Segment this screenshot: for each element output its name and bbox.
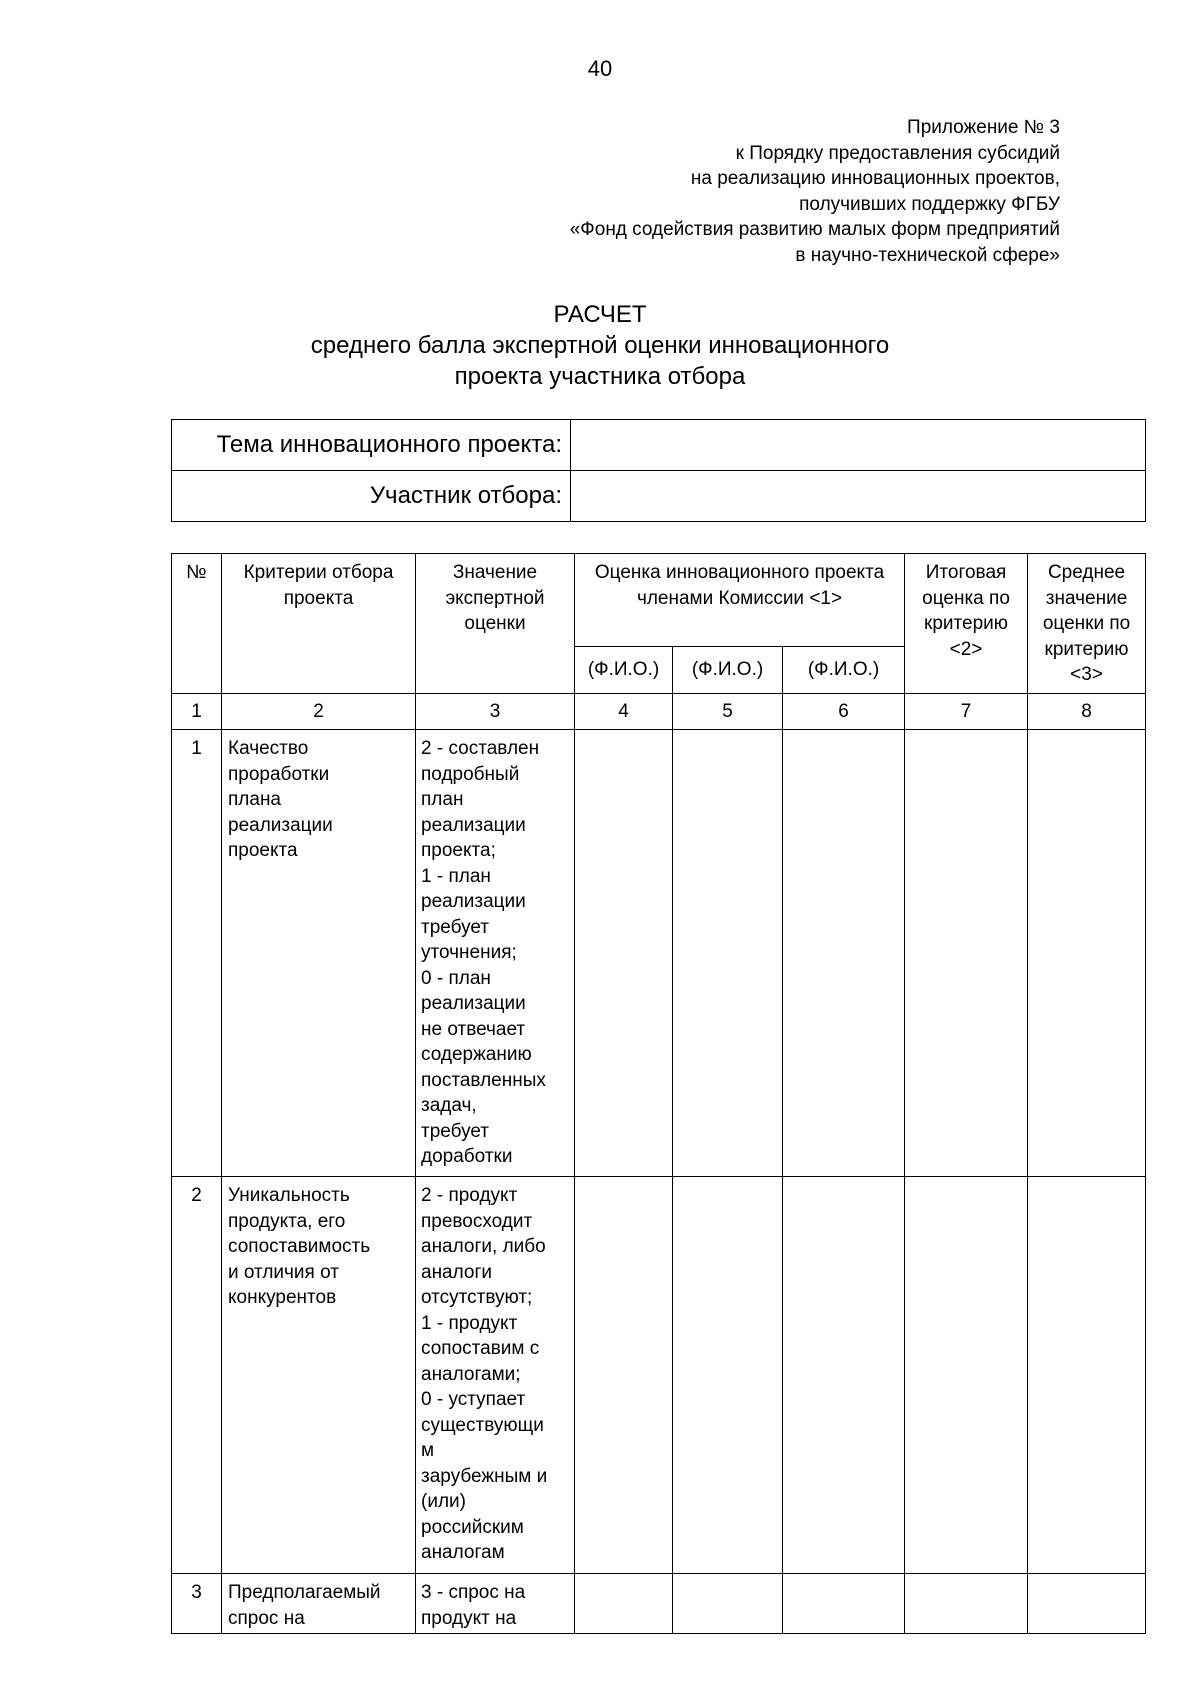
column-number: 1 [172,694,222,730]
score-cell[interactable] [673,730,783,1177]
criteria-rows [172,730,1146,1634]
criterion-line: продукта, его [228,1210,346,1232]
score-cell[interactable] [783,1574,905,1634]
appendix-line: Приложение № 3 [907,117,1060,138]
topic-field[interactable] [571,420,1146,471]
participant-field[interactable] [571,471,1146,522]
score-cell[interactable] [673,1574,783,1634]
value-line: план [421,789,464,810]
header-num: № [172,554,222,694]
value-line: задач, [421,1095,477,1116]
header-value: Значение экспертной оценки [416,554,575,694]
value-line: зарубежным и [421,1465,548,1487]
value-line: сопоставим с [421,1338,540,1359]
column-number: 8 [1028,694,1146,730]
criterion-cell [222,730,416,1177]
value-line: проекта; [421,840,496,861]
criterion-cell [222,1574,416,1634]
appendix-line: на реализацию инновационных проектов, [690,168,1060,189]
value-line: существующи [421,1414,544,1436]
value-cell [416,1177,575,1574]
header-fio-2: (Ф.И.О.) [673,647,783,694]
value-line: реализации [421,814,526,836]
value-line: отсутствуют; [421,1287,533,1308]
value-line: содержанию [421,1044,532,1065]
value-line: не отвечает [421,1018,526,1040]
value-line: 0 - уступает [421,1389,526,1410]
value-line: требует [421,916,490,938]
topic-label: Тема инновационного проекта: [172,420,571,471]
header-total: Итоговая оценка по критерию <2> [905,554,1028,694]
criterion-line: проекта [228,840,298,861]
column-number: 2 [222,694,416,730]
participant-label: Участник отбора: [172,471,571,522]
value-line: российским [421,1516,524,1538]
value-line: 2 - составлен [421,738,540,759]
value-line: аналогами; [421,1363,521,1385]
score-cell[interactable] [905,1574,1028,1634]
score-cell[interactable] [905,1177,1028,1574]
row-number: 3 [172,1574,222,1634]
value-line: м [421,1440,435,1461]
criterion-line: конкурентов [228,1287,337,1308]
column-number: 3 [416,694,575,730]
criteria-row [172,1177,1146,1574]
appendix-line: получивших поддержку ФГБУ [799,193,1060,215]
column-number: 6 [783,694,905,730]
value-line: 2 - продукт [421,1185,518,1206]
value-line: аналогам [421,1542,505,1563]
score-cell[interactable] [575,1574,673,1634]
appendix-reference [570,115,1060,268]
score-cell[interactable] [1028,1177,1146,1574]
criterion-line: сопоставимость [228,1236,371,1257]
value-line: доработки [421,1146,513,1167]
value-line: 1 - план [421,865,491,887]
criteria-row [172,730,1146,1177]
evaluation-table [171,553,1146,1634]
value-line: поставленных [421,1069,546,1091]
header-commission: Оценка инновационного проекта членами Комиссии <1> [575,554,905,647]
header-fio-1: (Ф.И.О.) [575,647,673,694]
project-info-table [171,419,1146,522]
value-line: требует [421,1120,490,1142]
criterion-line: Уникальность [228,1185,350,1206]
criterion-line: реализации [228,814,333,836]
criterion-line: и отличия от [228,1261,339,1283]
value-line: 0 - план [421,967,491,989]
value-line: продукт на [421,1607,517,1629]
appendix-line: «Фонд содействия развитию малых форм предприятий [569,219,1060,240]
value-cell [416,730,575,1177]
header-criteria: Критерии отбора проекта [222,554,416,694]
row-number: 1 [172,730,222,1177]
criterion-cell [222,1177,416,1574]
value-line: уточнения; [421,942,517,963]
criterion-line: плана [228,789,282,810]
title-line: среднего балла экспертной оценки инновационного [310,332,890,359]
column-number: 5 [673,694,783,730]
score-cell[interactable] [1028,1574,1146,1634]
value-line: 3 - спрос на [421,1582,526,1603]
value-line: (или) [421,1491,466,1512]
criterion-line: спрос на [228,1607,305,1629]
score-cell[interactable] [575,1177,673,1574]
value-line: реализации [421,993,526,1014]
value-line: аналоги [421,1261,493,1283]
column-number: 7 [905,694,1028,730]
score-cell[interactable] [783,730,905,1177]
value-line: аналоги, либо [421,1236,546,1257]
row-number: 2 [172,1177,222,1574]
page-number: 40 [587,56,613,81]
appendix-line: в научно-технической сфере» [795,244,1060,266]
title-line: проекта участника отбора [454,363,746,390]
criteria-row [172,1574,1146,1634]
criterion-line: Предполагаемый [228,1582,381,1603]
title-heading: РАСЧЕТ [553,301,647,328]
document-title [0,299,1200,392]
score-cell[interactable] [783,1177,905,1574]
score-cell[interactable] [1028,730,1146,1177]
appendix-line: к Порядку предоставления субсидий [735,142,1060,164]
score-cell[interactable] [673,1177,783,1574]
column-number: 4 [575,694,673,730]
value-line: реализации [421,891,526,912]
header-fio-3: (Ф.И.О.) [783,647,905,694]
header-average: Среднее значение оценки по критерию <3> [1028,554,1146,694]
score-cell[interactable] [905,730,1028,1177]
value-line: превосходит [421,1210,533,1232]
value-cell [416,1574,575,1634]
value-line: подробный [421,763,520,785]
column-number-row [172,694,1146,730]
criterion-line: проработки [228,763,330,785]
score-cell[interactable] [575,730,673,1177]
value-line: 1 - продукт [421,1312,518,1334]
criterion-line: Качество [228,738,309,759]
